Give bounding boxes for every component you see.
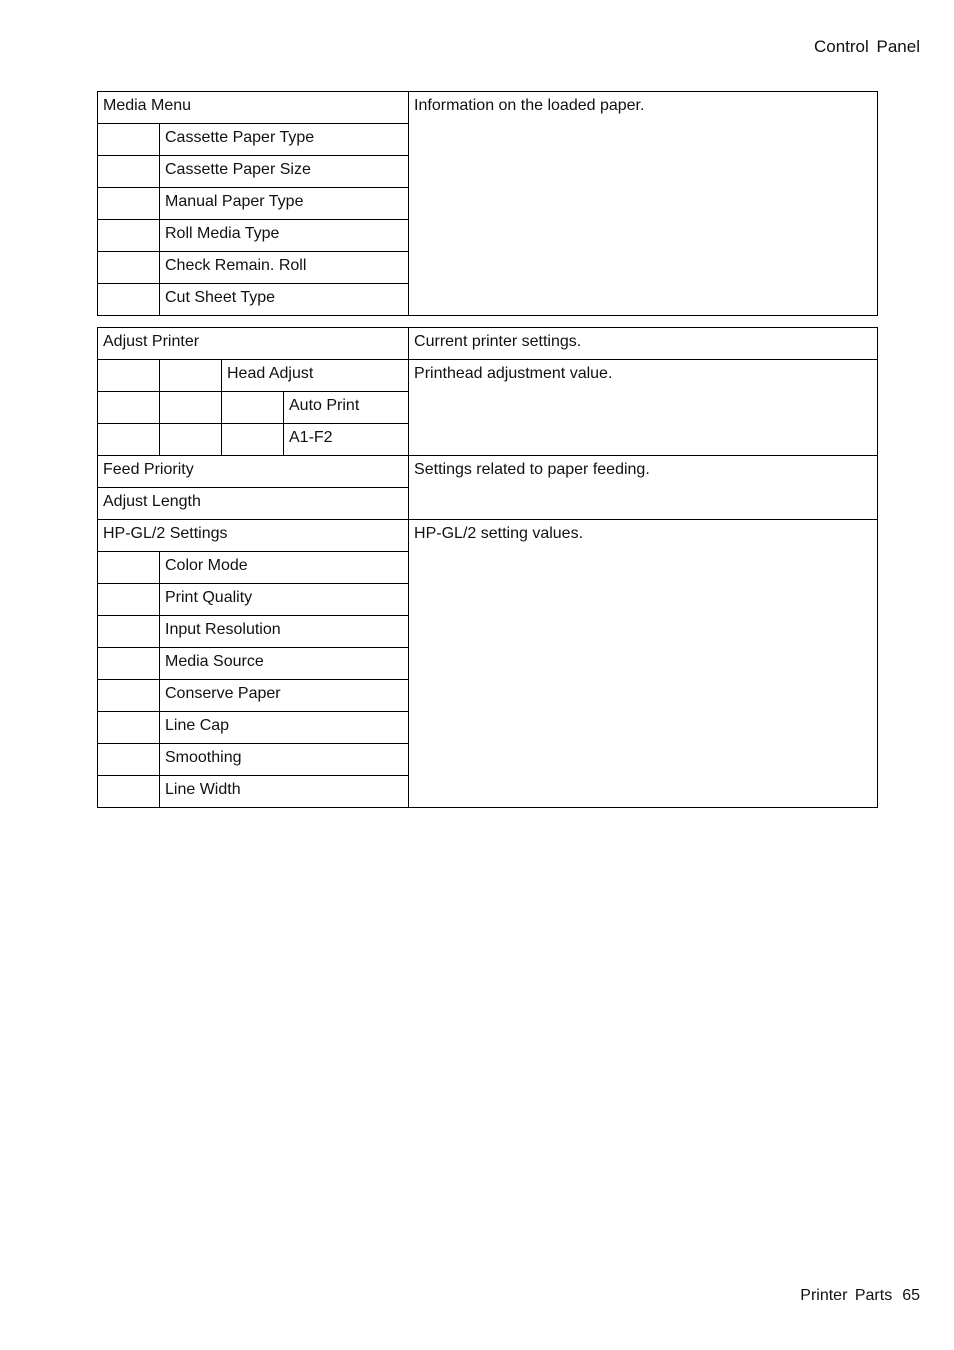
footer-section-title: Printer Parts (800, 1287, 893, 1304)
menu-item-conserve-paper: Conserve Paper (160, 680, 409, 712)
indent-cell (98, 188, 160, 220)
indent-cell (98, 220, 160, 252)
menu-item-color-mode: Color Mode (160, 552, 409, 584)
indent-cell (98, 648, 160, 680)
menu-item-smoothing: Smoothing (160, 744, 409, 776)
page-footer (800, 1287, 920, 1305)
adjust-printer-description: Current printer settings. (409, 328, 878, 360)
menu-item-check-remain-roll: Check Remain. Roll (160, 252, 409, 284)
indent-cell (98, 584, 160, 616)
menu-item-a1-f2: A1-F2 (284, 424, 409, 456)
indent-cell (98, 156, 160, 188)
menu-item-line-width: Line Width (160, 776, 409, 808)
menu-item-hpgl2-settings: HP-GL/2 Settings (98, 520, 409, 552)
indent-cell (98, 744, 160, 776)
menu-item-roll-media-type: Roll Media Type (160, 220, 409, 252)
table-row (98, 520, 878, 552)
media-menu-table (97, 91, 878, 316)
menu-item-manual-paper-type: Manual Paper Type (160, 188, 409, 220)
menu-item-media-menu: Media Menu (98, 92, 409, 124)
menu-item-cassette-paper-size: Cassette Paper Size (160, 156, 409, 188)
menu-item-print-quality: Print Quality (160, 584, 409, 616)
indent-cell (98, 680, 160, 712)
indent-cell (160, 360, 222, 392)
menu-item-adjust-length: Adjust Length (98, 488, 409, 520)
indent-cell (98, 392, 160, 424)
table-row (98, 328, 878, 360)
table-row (98, 360, 878, 392)
menu-item-cut-sheet-type: Cut Sheet Type (160, 284, 409, 316)
indent-cell (98, 360, 160, 392)
feed-description: Settings related to paper feeding. (409, 456, 878, 520)
indent-cell (222, 392, 284, 424)
indent-cell (160, 424, 222, 456)
indent-cell (98, 776, 160, 808)
indent-cell (160, 392, 222, 424)
menu-item-feed-priority: Feed Priority (98, 456, 409, 488)
head-adjust-description: Printhead adjustment value. (409, 360, 878, 456)
table-row (98, 456, 878, 488)
table-row (98, 92, 878, 124)
menu-item-cassette-paper-type: Cassette Paper Type (160, 124, 409, 156)
media-menu-description: Information on the loaded paper. (409, 92, 878, 316)
menu-item-head-adjust: Head Adjust (222, 360, 409, 392)
indent-cell (98, 284, 160, 316)
indent-cell (98, 252, 160, 284)
page-header-title: Control Panel (813, 37, 920, 56)
indent-cell (98, 712, 160, 744)
adjust-printer-table (97, 327, 878, 808)
menu-item-adjust-printer: Adjust Printer (98, 328, 409, 360)
indent-cell (98, 552, 160, 584)
menu-item-media-source: Media Source (160, 648, 409, 680)
indent-cell (98, 424, 160, 456)
indent-cell (98, 124, 160, 156)
menu-item-auto-print: Auto Print (284, 392, 409, 424)
menu-item-input-resolution: Input Resolution (160, 616, 409, 648)
indent-cell (98, 616, 160, 648)
menu-item-line-cap: Line Cap (160, 712, 409, 744)
indent-cell (222, 424, 284, 456)
page-number: 65 (902, 1287, 920, 1304)
hpgl2-description: HP-GL/2 setting values. (409, 520, 878, 808)
